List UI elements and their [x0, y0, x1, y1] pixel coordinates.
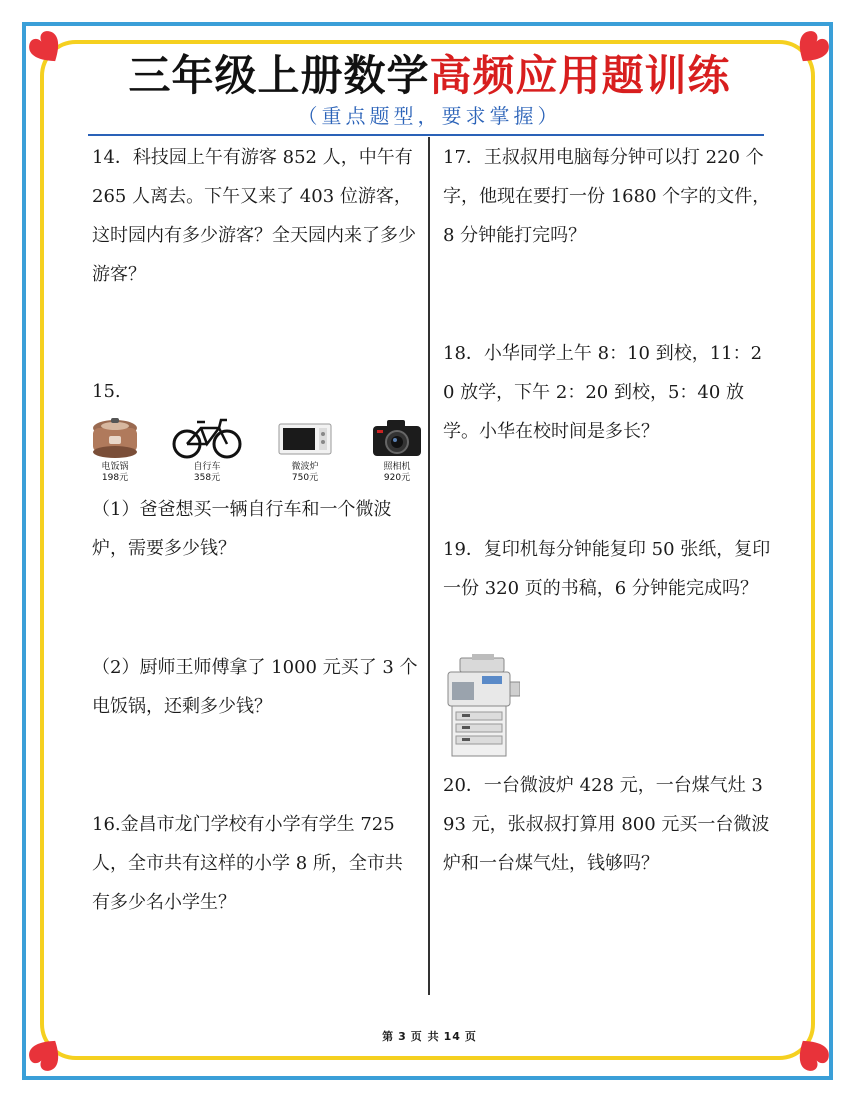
rice-cooker-icon — [89, 414, 141, 460]
product-name: 微波炉 — [291, 462, 319, 472]
footer-prefix: 第 — [382, 1030, 395, 1043]
product-camera — [362, 414, 432, 483]
question-15-label: 15. — [92, 381, 121, 402]
header-rule — [88, 134, 764, 136]
title-red-part: 高频应用题训练 — [429, 51, 731, 100]
product-bicycle — [169, 414, 245, 483]
question-15-part-2: （2）厨师王师傅拿了 1000 元买了 3 个电饭锅，还剩多少钱？ — [92, 657, 418, 717]
camera-icon — [369, 414, 425, 460]
question-17: 17．王叔叔用电脑每分钟可以打 220 个字，他现在要打一份 1680 个字的文件，8 分钟能打完吗？ — [443, 147, 771, 246]
product-price: 750元 — [291, 473, 319, 483]
question-20: 20．一台微波炉 428 元，一台煤气灶 393 元，张叔叔打算用 800 元买一台微波炉和一台煤气灶，钱够吗？ — [443, 775, 770, 874]
product-microwave — [270, 414, 340, 483]
question-14: 14．科技园上午有游客 852 人，中午有 265 人离去。下午又来了 403 位游客，这时园内有多少游客？全天园内来了多少游客？ — [92, 147, 416, 285]
column-divider — [428, 137, 430, 995]
page-title — [0, 50, 859, 102]
microwave-icon — [275, 414, 335, 460]
product-name: 照相机 — [383, 462, 411, 472]
question-16: 16.金昌市龙门学校有小学有学生 725 人，全市共有这样的小学 8 所，全市共有多少名小学生？ — [92, 814, 403, 913]
product-rice-cooker — [80, 414, 150, 483]
question-19: 19．复印机每分钟能复印 50 张纸，复印一份 320 页的书稿，6 分钟能完成吗？ — [443, 539, 771, 599]
page-footer — [0, 1028, 859, 1044]
page-subtitle: （重点题型，要求掌握） — [297, 104, 562, 128]
footer-middle: 页 共 — [410, 1030, 440, 1043]
question-18: 18．小华同学上午 8：10 到校，11：20 放学，下午 2：20 到校，5：40 放学。小华在校时间是多长？ — [443, 343, 763, 442]
footer-suffix: 页 — [464, 1030, 477, 1043]
footer-page-number: 3 — [398, 1030, 407, 1043]
photocopier-icon — [442, 654, 520, 760]
question-15-part-1: （1）爸爸想买一辆自行车和一个微波炉，需要多少钱？ — [92, 499, 392, 559]
title-black-part: 三年级上册数学 — [128, 51, 430, 100]
product-price: 358元 — [193, 473, 221, 483]
product-price: 198元 — [101, 473, 129, 483]
bicycle-icon — [171, 414, 243, 460]
product-name: 电饭锅 — [101, 462, 129, 472]
product-name: 自行车 — [193, 462, 221, 472]
product-price: 920元 — [383, 473, 411, 483]
footer-total-pages: 14 — [443, 1030, 461, 1043]
